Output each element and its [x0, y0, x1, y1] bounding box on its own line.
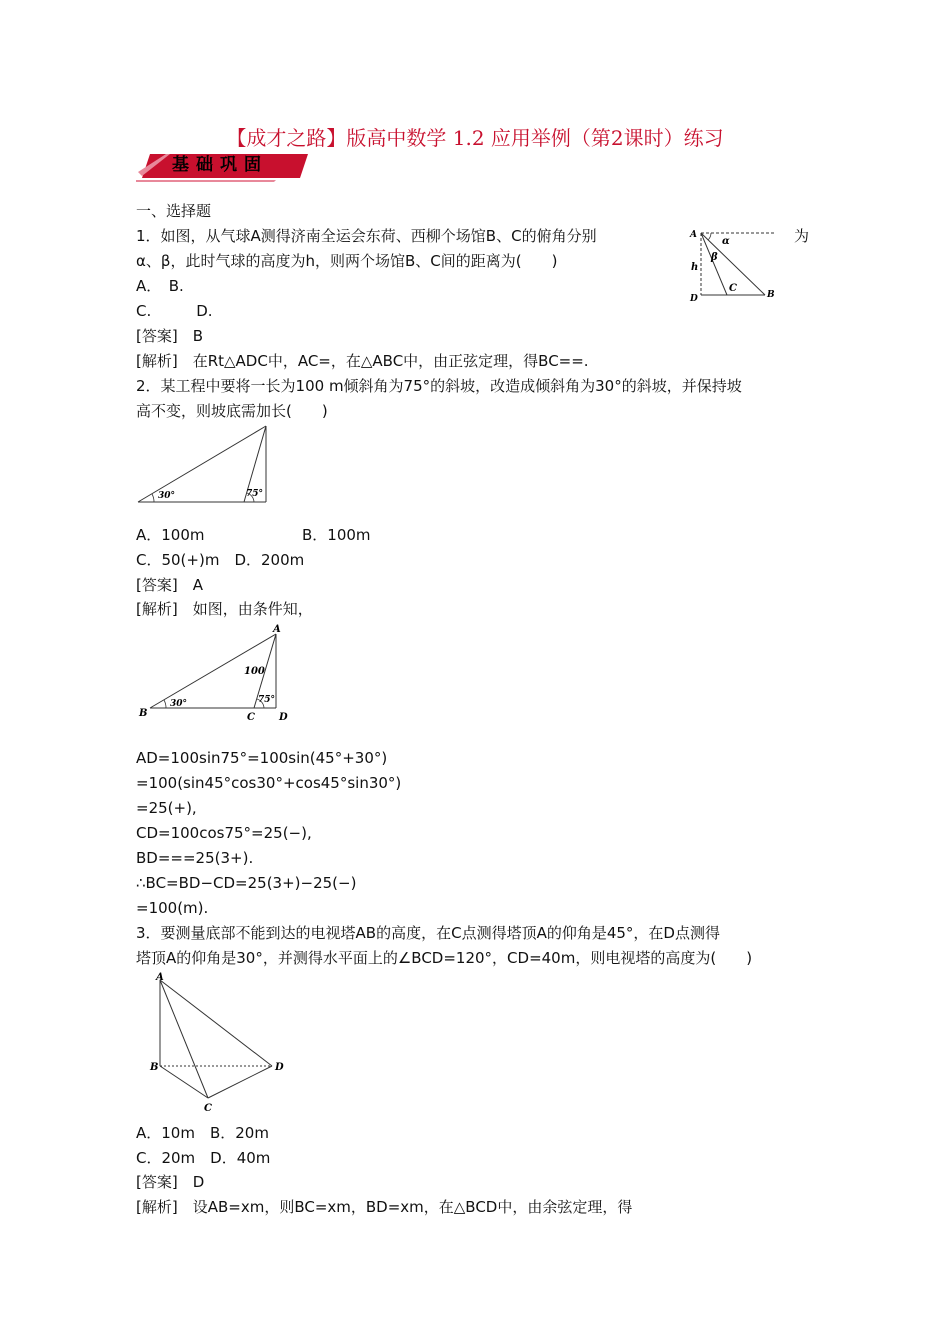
q1-fig-label-d: D [690, 294, 698, 304]
q2-options-cd: C．50(+)m D．200m [136, 551, 305, 569]
q1-options-ab: A． B. [136, 277, 184, 295]
q1-stem-line1: 1．如图，从气球A测得济南全运会东荷、西柳个场馆B、C的俯角分别 [136, 227, 597, 245]
q1-fig-label-b: B [767, 290, 775, 300]
q1-figure [685, 225, 785, 305]
q2-fig2-angle-30: 30° [170, 699, 188, 709]
q2-fig2-label-d: D [279, 712, 288, 723]
page-title: 【成才之路】版高中数学 1.2 应用举例（第2课时）练习 [226, 126, 724, 150]
banner-label: 基础巩固 [172, 155, 268, 175]
q1-options-cd: C. D. [136, 302, 213, 320]
q1-fig-label-alpha: α [722, 236, 730, 247]
q3-fig-label-d: D [275, 1062, 284, 1073]
q2-fig2-length: 100 [244, 666, 265, 677]
q3-fig-label-a: A [156, 972, 164, 983]
q2-answer: [答案] A [136, 576, 203, 594]
q2-option-a: A．100m [136, 526, 205, 544]
q2-analysis-figure [136, 622, 296, 724]
q2-step-4: CD=100cos75°=25(−), [136, 824, 312, 842]
q1-analysis: [解析] 在Rt△ADC中，AC=，在△ABC中，由正弦定理，得BC==. [136, 352, 589, 370]
q2-stem-line2: 高不变，则坡底需加长( ) [136, 402, 328, 420]
q1-stem-line2: α、β，此时气球的高度为h，则两个场馆B、C间的距离为( ) [136, 252, 558, 270]
q2-fig-angle-30: 30° [158, 491, 176, 501]
q2-fig2-label-c: C [247, 712, 255, 723]
q1-fig-label-a: A [690, 230, 697, 240]
q3-fig-label-c: C [204, 1103, 212, 1114]
q1-stem-line1-end: 为 [794, 227, 810, 245]
q2-fig2-label-b: B [139, 708, 148, 719]
q3-figure [140, 970, 300, 1116]
section-heading: 一、选择题 [136, 202, 212, 220]
q2-figure [136, 422, 276, 506]
q2-fig2-angle-75: 75° [258, 695, 276, 705]
q2-stem-line1: 2．某工程中要将一长为100 m倾斜角为75°的斜坡，改造成倾斜角为30°的斜坡，并保持坡 [136, 377, 742, 395]
q2-step-7: =100(m). [136, 899, 209, 917]
q3-options-ab: A．10m B．20m [136, 1124, 269, 1142]
q2-step-1: AD=100sin75°=100sin(45°+30°) [136, 749, 388, 767]
q2-step-2: =100(sin45°cos30°+cos45°sin30°) [136, 774, 402, 792]
q2-option-b: B．100m [302, 526, 371, 544]
q1-fig-label-h: h [691, 262, 699, 273]
q2-fig2-label-a: A [273, 624, 281, 635]
q1-answer: [答案] B [136, 327, 203, 345]
q3-options-cd: C．20m D．40m [136, 1149, 271, 1167]
q3-fig-label-b: B [150, 1062, 159, 1073]
q1-fig-label-beta: β [711, 252, 718, 263]
q2-fig-angle-75: 75° [246, 489, 264, 499]
q3-stem-line2: 塔顶A的仰角是30°，并测得水平面上的∠BCD=120°，CD=40m，则电视塔的高度为( ) [136, 949, 753, 967]
q3-answer: [答案] D [136, 1173, 205, 1191]
q2-analysis: [解析] 如图，由条件知， [136, 600, 313, 618]
q3-analysis: [解析] 设AB=xm，则BC=xm，BD=xm，在△BCD中，由余弦定理，得 [136, 1198, 633, 1216]
q3-stem-line1: 3．要测量底部不能到达的电视塔AB的高度，在C点测得塔顶A的仰角是45°，在D点测得 [136, 924, 720, 942]
q2-step-3: =25(+), [136, 799, 197, 817]
q2-step-6: ∴BC=BD−CD=25(3+)−25(−) [136, 874, 357, 892]
q1-fig-label-c: C [729, 283, 737, 294]
q2-step-5: BD===25(3+). [136, 849, 254, 867]
